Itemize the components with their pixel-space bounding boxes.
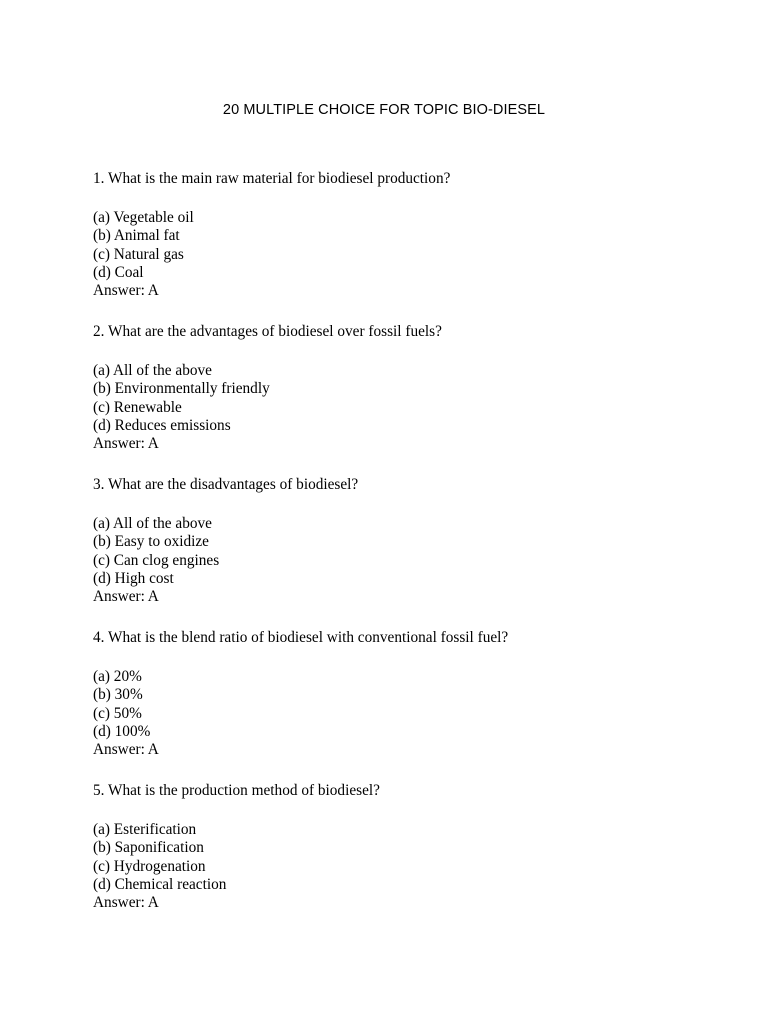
option-a: (a) 20% bbox=[93, 668, 142, 686]
option-b: (b) 30% bbox=[93, 686, 143, 704]
question-text: 3. What are the disadvantages of biodiesel? bbox=[93, 476, 359, 493]
option-c: (c) Can clog engines bbox=[93, 551, 220, 569]
question-5 bbox=[93, 782, 733, 935]
question-text: 1. What is the main raw material for biodiesel production? bbox=[93, 170, 451, 187]
option-a: (a) Esterification bbox=[93, 821, 197, 839]
option-d: (d) High cost bbox=[93, 569, 174, 587]
option-c: (c) Hydrogenation bbox=[93, 857, 206, 875]
option-b: (b) Saponification bbox=[93, 839, 204, 857]
option-b: (b) Environmentally friendly bbox=[93, 380, 270, 398]
option-d: (d) Chemical reaction bbox=[93, 875, 227, 893]
option-a: (a) All of the above bbox=[93, 362, 212, 380]
option-b: (b) Animal fat bbox=[93, 227, 180, 245]
answer-line: Answer: A bbox=[93, 281, 159, 299]
option-c: (c) Natural gas bbox=[93, 245, 184, 263]
question-list bbox=[93, 170, 733, 935]
question-4 bbox=[93, 629, 733, 782]
question-2 bbox=[93, 323, 733, 476]
option-b: (b) Easy to oxidize bbox=[93, 533, 209, 551]
question-3 bbox=[93, 476, 733, 629]
question-text: 4. What is the blend ratio of biodiesel with conventional fossil fuel? bbox=[93, 629, 509, 646]
question-text: 5. What is the production method of biodiesel? bbox=[93, 782, 380, 799]
option-c: (c) Renewable bbox=[93, 398, 182, 416]
question-text: 2. What are the advantages of biodiesel over fossil fuels? bbox=[93, 323, 442, 340]
answer-line: Answer: A bbox=[93, 740, 159, 758]
answer-line: Answer: A bbox=[93, 893, 159, 911]
answer-line: Answer: A bbox=[93, 434, 159, 452]
option-a: (a) Vegetable oil bbox=[93, 209, 194, 227]
option-d: (d) Reduces emissions bbox=[93, 416, 231, 434]
option-c: (c) 50% bbox=[93, 704, 142, 722]
option-d: (d) Coal bbox=[93, 263, 144, 281]
option-d: (d) 100% bbox=[93, 722, 151, 740]
question-1 bbox=[93, 170, 733, 323]
option-a: (a) All of the above bbox=[93, 515, 212, 533]
answer-line: Answer: A bbox=[93, 587, 159, 605]
document-title: 20 MULTIPLE CHOICE FOR TOPIC BIO-DIESEL bbox=[222, 102, 546, 118]
